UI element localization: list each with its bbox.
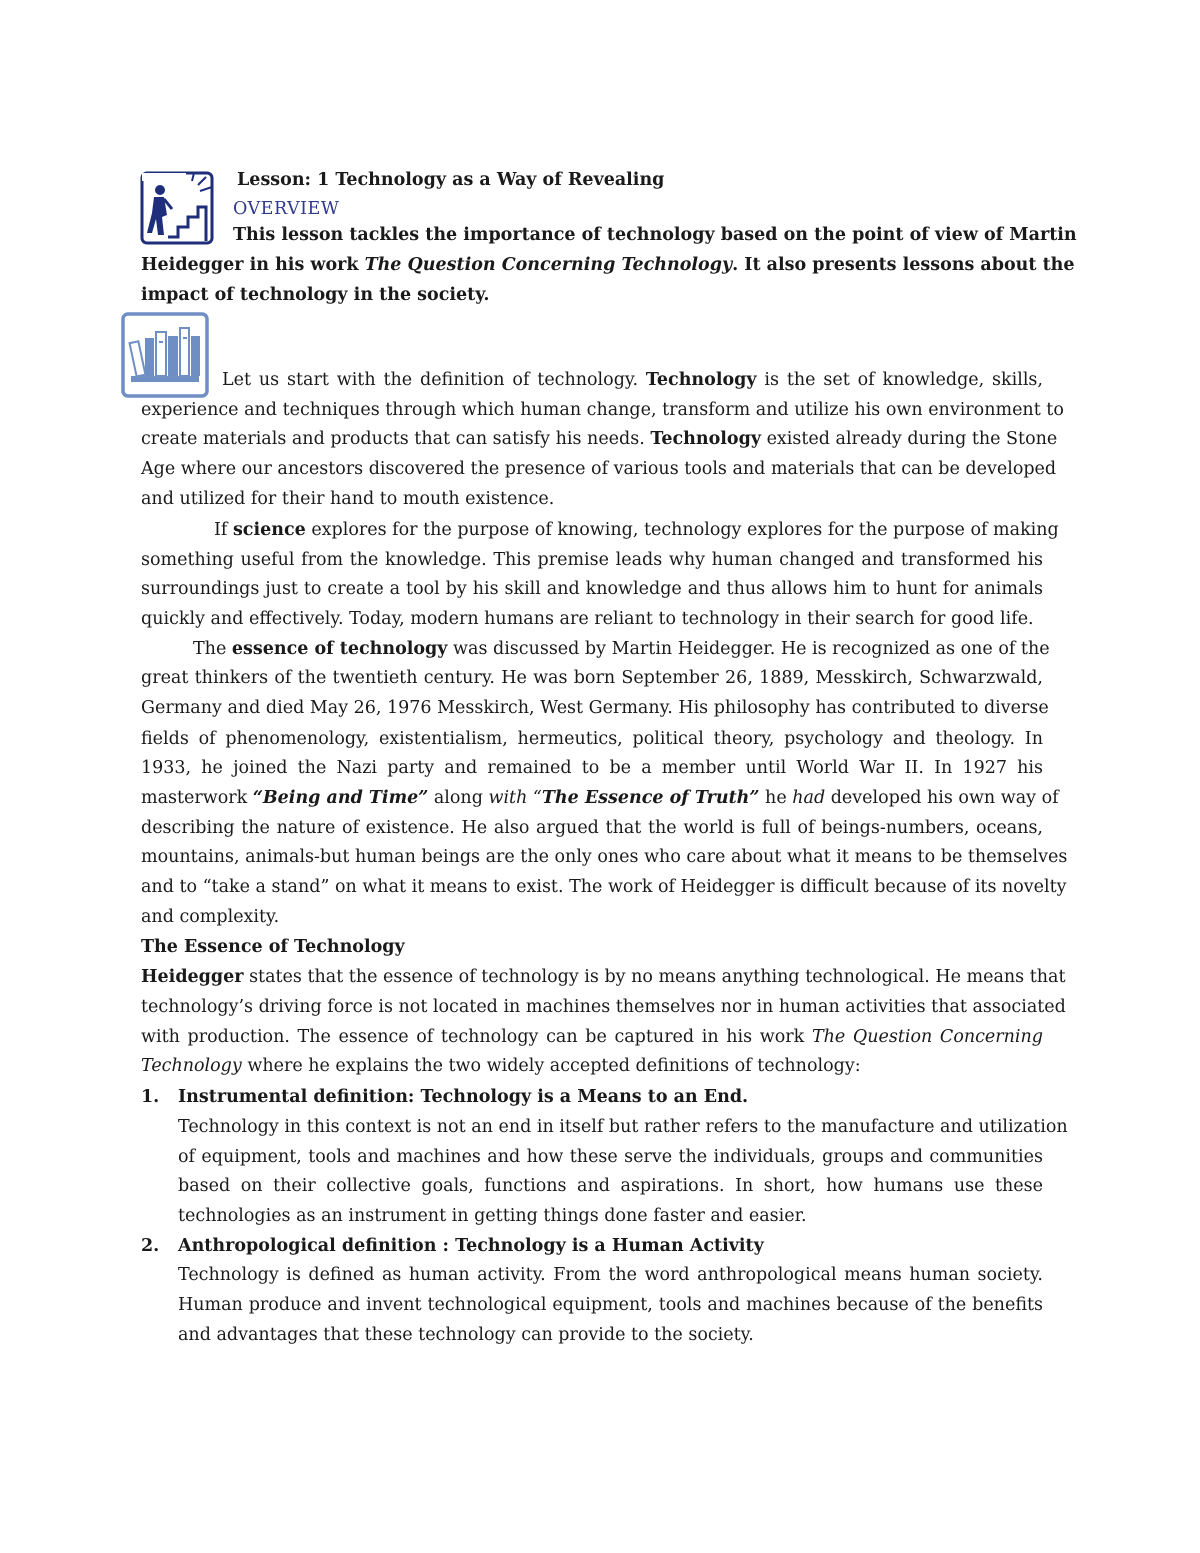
p3-line-3: Germany and died May 26, 1976 Messkirch, West Germany. His philosophy has contributed to diverse <box>141 698 1049 718</box>
lesson-title: Lesson: 1 Technology as a Way of Revealing <box>237 170 665 190</box>
p2-line-1: If science explores for the purpose of knowing, technology explores for the purpose of making <box>214 520 1059 540</box>
bookshelf-icon <box>121 312 211 398</box>
item-2-line-1: Technology is defined as human activity. From the word anthropological means human society. <box>178 1265 1043 1285</box>
item-2-line-2: Human produce and invent technological equipment, tools and machines because of the benefits <box>178 1295 1043 1315</box>
item-2-heading: 2. Anthropological definition : Technology is a Human Activity <box>141 1231 1043 1261</box>
p3-line-8: mountains, animals-but human beings are the only ones who care about what it means to be themselves <box>141 847 1068 867</box>
p4-line-3: with production. The essence of technology can be captured in his work The Question Concerning <box>141 1027 1043 1047</box>
p3-line-10: and complexity. <box>141 907 280 927</box>
overview-heading: OVERVIEW <box>233 199 340 219</box>
overview-line-3: impact of technology in the society. <box>141 285 490 305</box>
p4-line-1: Heidegger states that the essence of technology is by no means anything technological. He means that <box>141 967 1066 987</box>
item-1-number: 1. <box>141 1087 160 1107</box>
item-1-line-4: technologies as an instrument in getting things done faster and easier. <box>178 1206 807 1226</box>
item-1-heading: 1. Instrumental definition: Technology is a Means to an End. <box>141 1082 1043 1112</box>
section-heading: The Essence of Technology <box>141 937 405 957</box>
item-1-line-1: Technology in this context is not an end in itself but rather refers to the manufacture and utilization <box>178 1117 1068 1137</box>
p2-line-2: something useful from the knowledge. This premise leads why human changed and transformed his <box>141 550 1043 570</box>
p2-line-4: quickly and effectively. Today, modern humans are reliant to technology in their search for good life. <box>141 609 1034 629</box>
p3-line-4: fields of phenomenology, existentialism, hermeutics, political theory, psychology and theology. In <box>141 729 1043 749</box>
p1-line-2: experience and techniques through which human change, transform and utilize his own environment to <box>141 400 1064 420</box>
p1-line-4: Age where our ancestors discovered the presence of various tools and materials that can be developed <box>141 459 1057 479</box>
p4-line-4: Technology where he explains the two widely accepted definitions of technology: <box>141 1056 861 1076</box>
item-2-line-3: and advantages that these technology can provide to the society. <box>178 1325 754 1345</box>
p3-line-9: and to “take a stand” on what it means to exist. The work of Heidegger is difficult because of its novelty <box>141 877 1067 897</box>
p3-line-1: The essence of technology was discussed by Martin Heidegger. He is recognized as one of the <box>193 639 1050 659</box>
p4-line-2: technology’s driving force is not located in machines themselves nor in human activities that associated <box>141 997 1066 1017</box>
overview-line-1: This lesson tackles the importance of technology based on the point of view of Martin <box>233 225 1077 245</box>
p2-line-3: surroundings just to create a tool by his skill and knowledge and thus allows him to hunt for animals <box>141 579 1043 599</box>
item-2-number: 2. <box>141 1236 160 1256</box>
p1-line-1: Let us start with the definition of technology. Technology is the set of knowledge, skills, <box>222 370 1043 390</box>
item-1-line-2: of equipment, tools and machines and how these serve the individuals, groups and communities <box>178 1147 1043 1167</box>
p3-line-6: masterwork “Being and Time” along with “The Essence of Truth” he had developed his own way of <box>141 788 1059 808</box>
p3-line-7: describing the nature of existence. He also argued that the world is full of beings-numbers, oceans, <box>141 818 1043 838</box>
overview-line-2: Heidegger in his work The Question Concerning Technology. It also presents lessons about the <box>141 255 1075 275</box>
stairs-climber-icon <box>140 171 216 245</box>
p3-line-2: great thinkers of the twentieth century. He was born September 26, 1889, Messkirch, Schwarzwald, <box>141 668 1043 688</box>
item-1-line-3: based on their collective goals, functions and aspirations. In short, how humans use these <box>178 1176 1043 1196</box>
p3-line-5: 1933, he joined the Nazi party and remained to be a member until World War II. In 1927 his <box>141 758 1043 778</box>
p1-line-5: and utilized for their hand to mouth existence. <box>141 489 555 509</box>
p1-line-3: create materials and products that can satisfy his needs. Technology existed already during the Stone <box>141 429 1058 449</box>
